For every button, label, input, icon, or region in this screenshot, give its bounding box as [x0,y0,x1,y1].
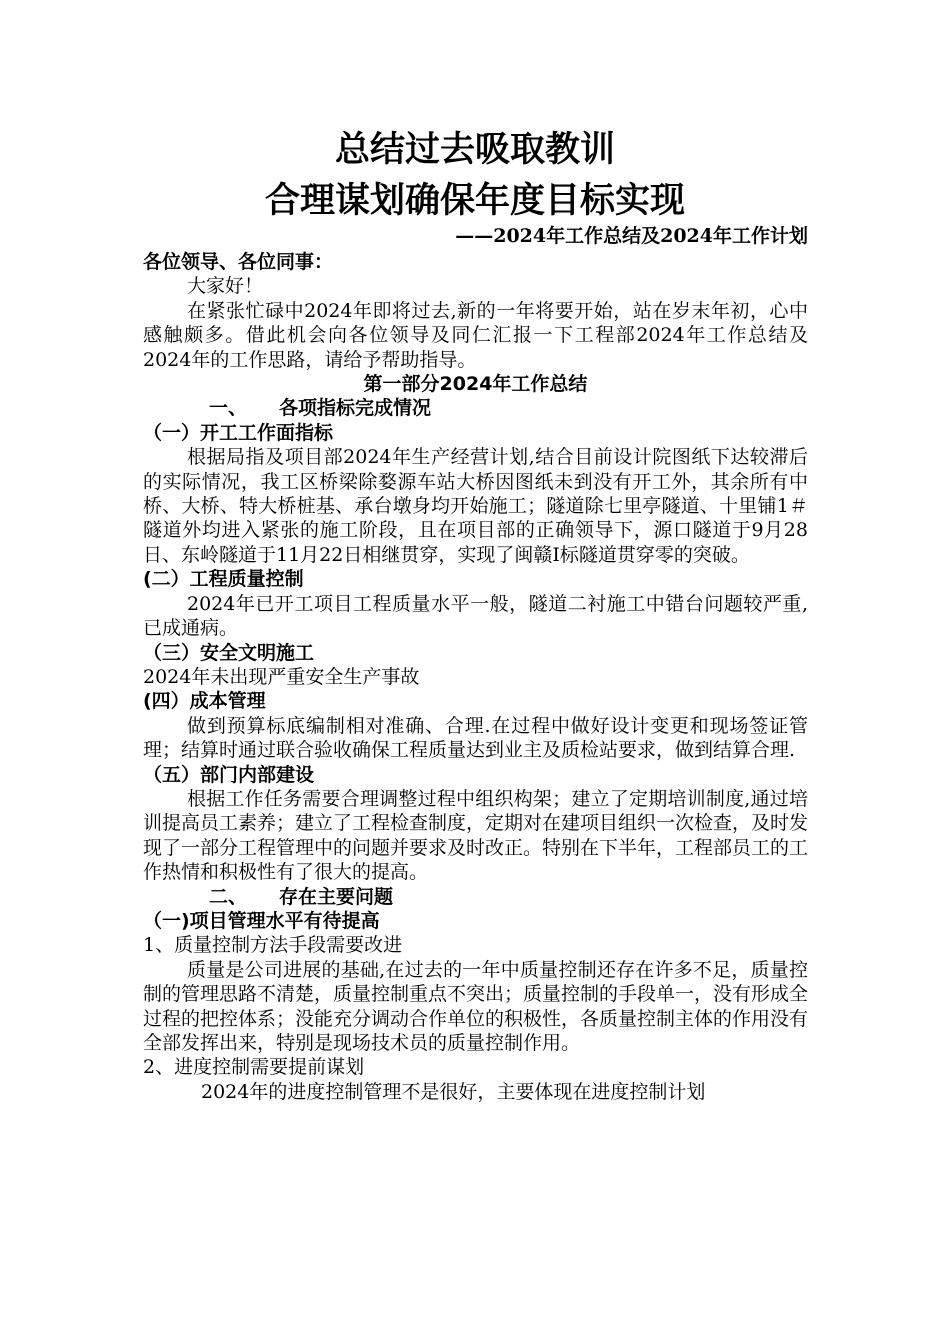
part-heading: 第一部分2024年工作总结 [363,373,588,396]
salutation: 各位领导、各位同事： [143,251,334,273]
subsection-heading: (二）工程质量控制 [143,568,304,591]
paragraph: 做到预算标底编制相对准确、合理.在过程中做好设计变更和现场签证管理；结算时通过联合验收确保工程质量达到业主及质检站要求，做到结算合理. [143,714,808,762]
paragraph: 根据工作任务需要合理调整过程中组织构架；建立了定期培训制度,通过培训提高员工素养；建立了工程检查制度，定期对在建项目组织一次检查，及时发现了一部分工程管理中的问题并要求及时改正。特别在下半年，工程部员工的工作热情和积极性有了很大的提高。 [143,787,809,884]
title-line-2: 合理谋划确保年度目标实现 [264,181,685,221]
section-title: 各项指标完成情况 [279,397,432,420]
subsection-heading: （三）安全文明施工 [143,641,315,664]
subsection-heading: （一）开工工作面指标 [143,421,334,444]
paragraph: 质量是公司进展的基础,在过去的一年中质量控制还存在许多不足，质量控制的管理思路不清楚，质量控制重点不突出；质量控制的手段单一，没有形成全过程的把控体系；没能充分调动合作单位的积极性，各质量控制主体的作用没有全部发挥出来，特别是现场技术员的质量控制作用。 [143,958,809,1054]
subsection-heading: （五）部门内部建设 [143,763,315,786]
subsection-heading: (四）成本管理 [143,690,266,713]
section-heading-1 [143,396,808,420]
title-line-1: 总结过去吸取教训 [334,130,615,170]
paragraph: 2024年的进度控制管理不是很好，主要体现在进度控制计划 [201,1080,706,1103]
paragraph: 根据局指及项目部2024年生产经营计划,结合目前设计院图纸下达较滞后的实际情况，我工区桥梁除婺源车站大桥因图纸未到没有开工外，其余所有中桥、大桥、特大桥桩基、承台墩身均开始施工；隧道除七里亭隧道、十里铺1＃隧道外均进入紧张的施工阶段，且在项目部的正确领导下，源口隧道于9月28日、东岭隧道于11月22日相继贯穿，实现了闽赣Ⅰ标隧道贯穿零的突破。 [143,446,808,566]
list-item: 2、进度控制需要提前谋划 [143,1056,365,1079]
section-heading-2 [143,885,808,909]
paragraph: 2024年已开工项目工程质量水平一般，隧道二衬施工中错台问题较严重,已成通病。 [143,592,808,640]
intro-paragraph: 在紧张忙碌中2024年即将过去,新的一年将要开始，站在岁末年初，心中感触颇多。借此机会向各位领导及同仁汇报一下工程部2024年工作总结及2024年的工作思路，请给予帮助指导。 [143,299,808,371]
subsection-heading: （一)项目管理水平有待提高 [143,909,380,932]
section-number: 二、 [209,885,248,908]
section-title: 存在主要问题 [279,885,394,908]
greeting: 大家好！ [187,275,264,298]
list-item: 1、质量控制方法手段需要改进 [143,934,403,957]
document-body [143,250,808,1104]
subtitle: ——2024年工作总结及2024年工作计划 [455,225,808,247]
paragraph: 2024年未出现严重安全生产事故 [143,665,420,688]
section-number: 一、 [209,397,248,420]
